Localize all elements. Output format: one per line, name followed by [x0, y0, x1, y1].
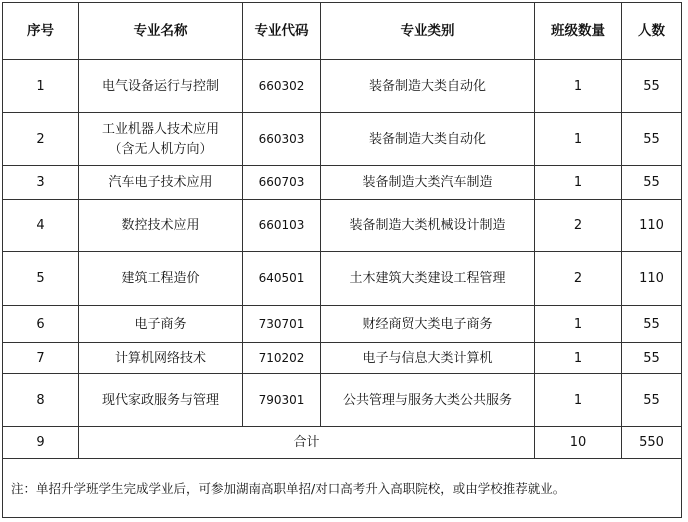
cell-people: 55: [622, 166, 682, 200]
cell-total-label: 合计: [79, 427, 535, 459]
table-row: [3, 200, 682, 252]
cell-people: 55: [622, 60, 682, 113]
header-class-count: 班级数量: [535, 3, 622, 60]
total-row: [3, 427, 682, 459]
cell-class-count: 2: [535, 200, 622, 252]
cell-people: 110: [622, 200, 682, 252]
cell-major-code: 730701: [243, 306, 321, 343]
cell-major-name: 计算机网络技术: [79, 343, 243, 374]
cell-major-name: [79, 113, 243, 166]
header-major-code: 专业代码: [243, 3, 321, 60]
cell-major-code: 660703: [243, 166, 321, 200]
cell-class-count: 1: [535, 166, 622, 200]
cell-major-code: 660303: [243, 113, 321, 166]
cell-serial: 2: [3, 113, 79, 166]
cell-serial: 6: [3, 306, 79, 343]
cell-major-category: 装备制造大类自动化: [321, 60, 535, 113]
cell-major-category: 土木建筑大类建设工程管理: [321, 252, 535, 306]
cell-people: 55: [622, 306, 682, 343]
header-serial: 序号: [3, 3, 79, 60]
cell-major-category: 电子与信息大类计算机: [321, 343, 535, 374]
major-name-line: （含无人机方向）: [108, 141, 213, 157]
cell-total-classes: 10: [535, 427, 622, 459]
cell-serial: 1: [3, 60, 79, 113]
cell-major-name: 数控技术应用: [79, 200, 243, 252]
cell-serial: 9: [3, 427, 79, 459]
cell-class-count: 1: [535, 60, 622, 113]
cell-major-name: 电气设备运行与控制: [79, 60, 243, 113]
cell-people: 55: [622, 343, 682, 374]
cell-major-category: 装备制造大类汽车制造: [321, 166, 535, 200]
cell-class-count: 1: [535, 343, 622, 374]
cell-major-name: 汽车电子技术应用: [79, 166, 243, 200]
cell-major-name: 电子商务: [79, 306, 243, 343]
cell-people: 110: [622, 252, 682, 306]
note-row: [3, 459, 682, 518]
cell-serial: 7: [3, 343, 79, 374]
cell-major-code: 790301: [243, 374, 321, 427]
cell-class-count: 2: [535, 252, 622, 306]
cell-serial: 4: [3, 200, 79, 252]
cell-class-count: 1: [535, 306, 622, 343]
cell-serial: 8: [3, 374, 79, 427]
table-row: [3, 60, 682, 113]
cell-serial: 5: [3, 252, 79, 306]
cell-major-name: 现代家政服务与管理: [79, 374, 243, 427]
header-people: 人数: [622, 3, 682, 60]
document: [2, 2, 682, 518]
cell-major-name: 建筑工程造价: [79, 252, 243, 306]
header-row: [3, 3, 682, 60]
header-major-name: 专业名称: [79, 3, 243, 60]
cell-major-code: 710202: [243, 343, 321, 374]
cell-major-category: 装备制造大类自动化: [321, 113, 535, 166]
cell-major-category: 装备制造大类机械设计制造: [321, 200, 535, 252]
table-row: [3, 374, 682, 427]
majors-table: [2, 2, 682, 518]
table-row: [3, 306, 682, 343]
header-major-category: 专业类别: [321, 3, 535, 60]
table-row: [3, 252, 682, 306]
cell-class-count: 1: [535, 113, 622, 166]
cell-serial: 3: [3, 166, 79, 200]
table-row: [3, 166, 682, 200]
cell-class-count: 1: [535, 374, 622, 427]
cell-people: 55: [622, 113, 682, 166]
cell-major-code: 640501: [243, 252, 321, 306]
table-row: [3, 343, 682, 374]
cell-people: 55: [622, 374, 682, 427]
table-row: [3, 113, 682, 166]
major-name-line: 工业机器人技术应用: [101, 121, 219, 137]
cell-major-category: 财经商贸大类电子商务: [321, 306, 535, 343]
footnote: 注：单招升学班学生完成学业后，可参加湖南高职单招/对口高考升入高职院校，或由学校推荐就业。: [3, 459, 682, 518]
cell-total-people: 550: [622, 427, 682, 459]
cell-major-category: 公共管理与服务大类公共服务: [321, 374, 535, 427]
cell-major-code: 660103: [243, 200, 321, 252]
cell-major-code: 660302: [243, 60, 321, 113]
